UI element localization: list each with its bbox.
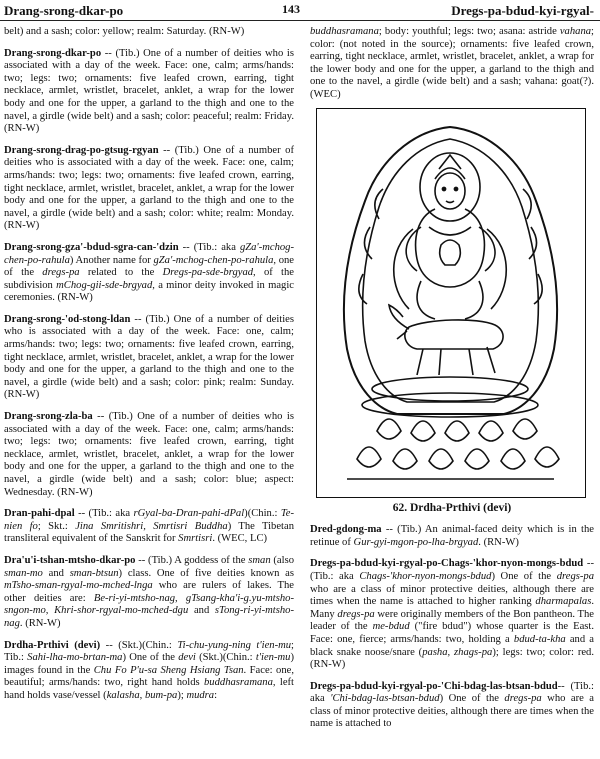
entry-headword: Drang-srong-drag-po-gtsug-rgyan [4,144,159,156]
entry-drang-srong-drag-po: Drang-srong-drag-po-gtsug-rgyan -- (Tib.) One of a number of deities who is associated with a day of the week. Face: one, calm; arms/hands: two; legs: two; ornaments: five leafed crown, earring, tight necklace, armlet, wristlet, bracelet, anklet, a wrap for the lower body and one for the upper, a garland to the thigh and one to the navel, a girdle (wide belt) and a sash; color: white; realm: Monday. (RN-W) [4,144,294,232]
entry-headword: Drang-srong-gza'-bdud-sgra-can-'dzin [4,241,179,253]
entry-headword: Dregs-pa-bdud-kyi-rgyal-po-Chags-'khor-nyon-mongs-bdud [310,558,584,570]
header-rule [0,20,600,21]
running-header-right: Dregs-pa-bdud-kyi-rgyal- [451,3,594,18]
entry-drang-srong-od-stong-ldan: Drang-srong-'od-stong-ldan -- (Tib.) One of a number of deities who is associated with a day of the week. Face: one, calm; arms/hands: two; legs: two; ornaments: five leafed crown, earring, tight necklace, armlet, wristlet, bracelet, anklet, a wrap for the lower body and one for the upper, a garland to the thigh and one to the navel, a girdle (wide belt) and a sash; color: pink; realm: Sunday. (RN-W) [4,313,294,401]
entry-headword: Drang-srong-zla-ba [4,411,93,423]
entry-headword: Drang-srong-dkar-po [4,47,102,59]
entry-dregs-pa-chi-bdag: Dregs-pa-bdud-kyi-rgyal-po-'Chi-bdag-las-btsan-bdud-- (Tib.: aka 'Chi-bdag-las-btsan-bdud) One of the dregs-pa who are a class of minor protective deities, although there are times when the name is attached to [310,680,594,730]
running-header-left: Drang-srong-dkar-po [4,3,124,18]
entry-drau-i-tshan-mtsho: Dra'u'i-tshan-mtsho-dkar-po -- (Tib.) A goddess of the sman (also sman-mo and sman-btsun) class. One of five deities known as mTsho-sman-rgyal-mo-mched-lnga who are rulers of lakes. The other deities are: Be-ri-yi-mtsho-nag, gTsang-kha'i-g.yu-mtsho-sngon-mo, Khri-shor-rgyal-mo-mched-dgu and sTong-ri-yi-mtsho-nag. (RN-W) [4,554,294,629]
entry-drdha-prthivi: Drdha-Prthivi (devi) -- (Skt.)(Chin.: Ti-chu-yung-ning t'ien-mu; Tib.: Sahi-lha-mo-brtan-ma) One of the devi (Skt.)(Chin.: t'ien-mu) images found in the Chu Fo P'u-sa Sheng Hsiang Tsan. Face: one, beautiful; arms/hands: two, right hand holds buddhasramana, left hand holds vase/vessel (kalasha, bum-pa); mudra: [4,639,294,701]
entry-headword: Dran-pahi-dpal [4,508,75,520]
entry-headword: Drang-srong-'od-stong-ldan [4,313,131,325]
entry-headword: Drdha-Prthivi (devi) [4,639,101,651]
entry-continuation: belt) and a sash; color: yellow; realm: Saturday. (RN-W) [4,26,245,37]
right-column [310,26,594,740]
entry-headword: Dregs-pa-bdud-kyi-rgyal-po-'Chi-bdag-las-btsan-bdud [310,680,558,692]
entry-dran-pahi-dpal: Dran-pahi-dpal -- (Tib.: aka rGyal-ba-Dran-pahi-dPal)(Chin.: Te-nien fo; Skt.: Jina Smritishri, Smrtisri Buddha) The Tibetan transliteral equivalent of the Sanskrit for Smrtisri. (WEC, LC) [4,508,294,545]
entry-drang-srong-zla-ba: Drang-srong-zla-ba -- (Tib.) One of a number of deities who is associated with a day of the week. Face: one, calm; arms/hands: two; legs: two; ornaments: five leafed crown, earring, tight necklace, armlet, wristlet, bracelet, anklet, a wrap for the lower body and one for the upper, a garland to the thigh and one to the navel, a girdle (wide belt) and a sash; color: blue; aspect: Wednesday. (RN-W) [4,411,294,498]
figure-caption: 62. Drdha-Prthivi (devi) [392,501,512,514]
entry-drang-srong-gza-bdud: Drang-srong-gza'-bdud-sgra-can-'dzin -- (Tib.: aka gZa'-mchog-chen-po-rahula) Another name for gZa'-mchog-chen-po-rahula, one of the dregs-pa related to the Dregs-pa-sde-brgyad, of the subdivision mChog-gii-sde-brgyad, a minor deity invoked in magic ceremonies. (RN-W) [4,241,294,304]
entry-drang-srong-dkar-po: Drang-srong-dkar-po -- (Tib.) One of a number of deities who is associated with a day of the week. Face: one, calm; arms/hands: two; legs: two; ornaments: five leafed crown, earring, tight necklace, armlet, wristlet, bracelet, anklet, a wrap for the lower body and one for the upper, a garland to the thigh and one to the navel, a girdle (wide belt) and a sash; color: peaceful; realm: Friday. (RN-W) [4,47,294,135]
left-column [4,26,294,712]
entry-dregs-pa-chags-khor: Dregs-pa-bdud-kyi-rgyal-po-Chags-'khor-nyon-mongs-bdud -- (Tib.: aka Chags-'khor-nyon-mongs-bdud) One of the dregs-pa who are a class of minor protective deities, although there are times when the name is attached to higher ranking dharmapalas. Many dregs-pa were originally members of the Bon pantheon. The leader of the me-bdud ("fire bdud") whose quarter is the East. Face: one, fierce; arms/hands: two, holding a bdud-ta-kha and a black snake noose/snare (pasha, zhags-pa); legs: two; color: red. (RN-W) [310,558,594,671]
entry-dred-gdong-ma: Dred-gdong-ma -- (Tib.) An animal-faced deity which is in the retinue of Gur-gyi-mgon-po-lha-brgyad. (RN-W) [310,524,594,548]
entry-headword: Dra'u'i-tshan-mtsho-dkar-po [4,554,136,566]
deity-line-drawing [317,109,584,496]
deity-illustration [316,108,586,498]
entry-headword: Dred-gdong-ma [310,524,382,536]
page-number: 143 [282,2,300,16]
entry-continuation: buddhasramana; body: youthful; legs: two; asana: astride vahana; color: (not noted in the source); ornaments: five leafed crown, earring, tight necklace, armlet, wristlet, bracelet, anklet, a wrap for the lower body and one for the upper, a garland to the thigh and one to the navel, a girdle (wide belt) and a sash; vahana: goat(?). (WEC) [310,26,594,100]
